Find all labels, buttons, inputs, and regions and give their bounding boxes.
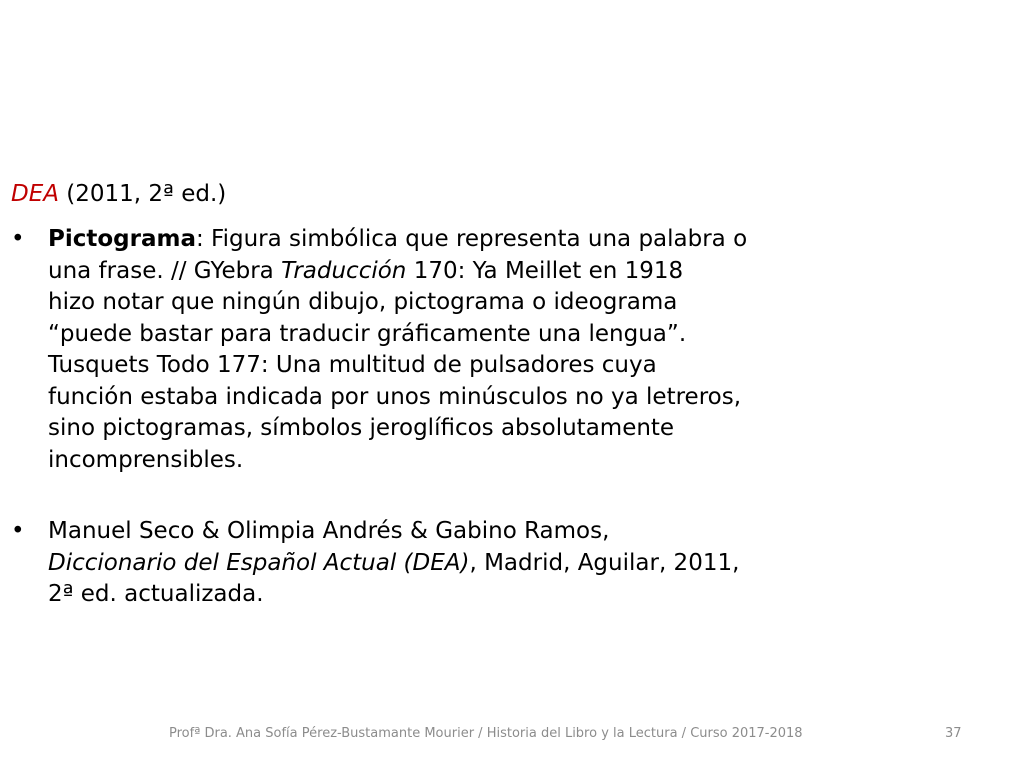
definition-line: incomprensibles. [48,446,244,473]
bullet-list [0,224,1000,611]
bullet-marker: • [11,518,25,544]
definition-line [48,256,1000,288]
definition-line: hizo notar que ningún dibujo, pictograma o ideograma [48,289,678,315]
reference-text: , Madrid, Aguilar, 2011, [469,549,740,576]
definition-term: Pictograma [48,226,196,252]
definition-text: una frase. // GYebra [48,257,282,284]
definition-bullet [0,224,1000,476]
reference-line: 2ª ed. actualizada. [48,581,264,607]
bullet-marker: • [11,226,25,252]
page-number: 37 [945,726,962,741]
dictionary-title: Diccionario del Español Actual (DEA) [48,549,470,576]
footer-text: Profª Dra. Ana Sofía Pérez-Bustamante Mourier / Historia del Libro y la Lectura / Curso 2017-2018 [169,726,803,741]
reference-line [48,548,1000,580]
definition-line: “puede bastar para traducir gráficamente una lengua”. [48,320,687,347]
heading-title: DEA [11,181,59,207]
definition-text: 170: Ya Meillet en 1918 [406,257,684,284]
definition-line: sino pictogramas, símbolos jeroglíficos absolutamente [48,415,675,441]
slide-heading [11,178,226,210]
definition-text: : Figura simbólica que representa una palabra o [195,226,748,252]
reference-bullet [0,516,1000,611]
reference-line: Manuel Seco & Olimpia Andrés & Gabino Ramos, [48,518,610,544]
source-title: Traducción [281,257,407,284]
definition-line [48,224,1000,256]
heading-edition: (2011, 2ª ed.) [58,181,227,207]
definition-line: función estaba indicada por unos minúsculos no ya letreros, [48,383,742,410]
definition-line: Tusquets Todo 177: Una multitud de pulsadores cuya [48,352,657,378]
